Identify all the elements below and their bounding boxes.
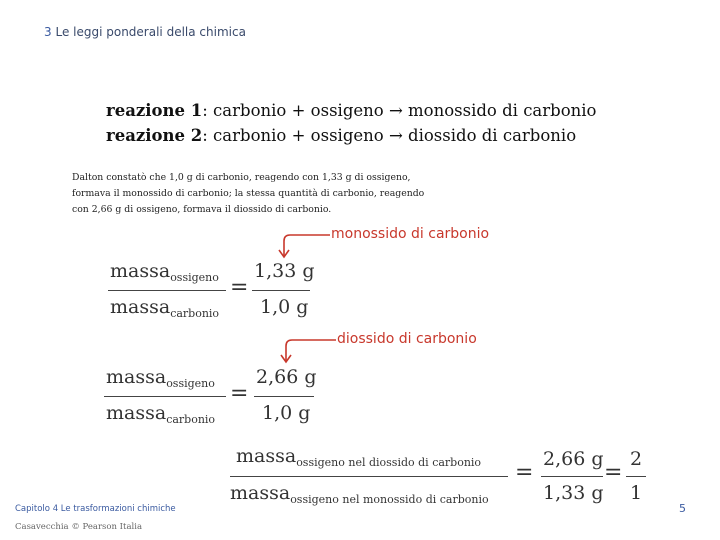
ratio3-simple-line: [626, 476, 646, 477]
ratio3-value-line: [541, 476, 603, 477]
annotation-monossido: monossido di carbonio: [331, 226, 490, 242]
footer-copyright: Casavecchia © Pearson Italia: [15, 522, 143, 532]
ratio3-denominator-label: massa$_{ossigeno nel monossido di carbonio}$: [230, 482, 489, 506]
reaction-1-label: reazione 1: [106, 101, 203, 120]
slide-title: [44, 25, 246, 39]
footer-chapter: Capitolo 4 Le trasformazioni chimiche: [15, 504, 176, 514]
reaction-1: [106, 101, 597, 120]
ratio1-value-line: [252, 290, 310, 291]
ratio1-fraction-line: [108, 290, 226, 291]
ratio1-numerator-label: massa$_{ossigeno}$: [110, 260, 219, 284]
annotation-diossido: diossido di carbonio: [337, 331, 477, 347]
chapter-number: 3: [44, 25, 52, 39]
dalton-paragraph: Dalton constatò che 1,0 g di carbonio, reagendo con 1,33 g di ossigeno, formava il monossido di carbonio; la stessa quantità di carbonio, reagendo con 2,66 g di ossigeno, formava il diossido di carbonio.: [72, 172, 425, 215]
ratio2-numerator-value: 2,66 g: [256, 366, 317, 388]
reaction-2-label: reazione 2: [106, 126, 203, 145]
annotation-arrow-2: [272, 331, 342, 367]
slide-title-text: Le leggi ponderali della chimica: [55, 25, 246, 39]
ratio3-fraction-line: [230, 476, 508, 477]
ratio2-fraction-line: [104, 396, 226, 397]
ratio3-numerator-label: massa$_{ossigeno nel diossido di carbonio}$: [236, 445, 482, 469]
reaction-1-text: : carbonio + ossigeno → monossido di carbonio: [202, 101, 597, 120]
ratio1-denominator-label: massa$_{carbonio}$: [110, 296, 220, 320]
ratio2-denominator-value: 1,0 g: [262, 402, 311, 424]
annotation-arrow-1: [270, 226, 340, 262]
ratio1-denominator-value: 1,0 g: [260, 296, 309, 318]
reaction-2: [106, 126, 576, 145]
ratio3-denominator-value: 1,33 g: [543, 482, 604, 504]
ratio3-numerator-value: 2,66 g: [543, 448, 604, 470]
ratio3-equals-2: =: [604, 460, 623, 485]
ratio3-denominator-simple: 1: [630, 482, 643, 504]
ratio3-equals-1: =: [515, 460, 534, 485]
ratio2-numerator-label: massa$_{ossigeno}$: [106, 366, 215, 390]
page-number: 5: [679, 502, 686, 515]
reaction-2-text: : carbonio + ossigeno → diossido di carbonio: [202, 126, 577, 145]
ratio3-numerator-simple: 2: [630, 448, 643, 470]
ratio2-equals: =: [230, 381, 249, 406]
ratio2-value-line: [254, 396, 314, 397]
ratio2-denominator-label: massa$_{carbonio}$: [106, 402, 216, 426]
ratio1-equals: =: [230, 275, 249, 300]
ratio1-numerator-value: 1,33 g: [254, 260, 315, 282]
